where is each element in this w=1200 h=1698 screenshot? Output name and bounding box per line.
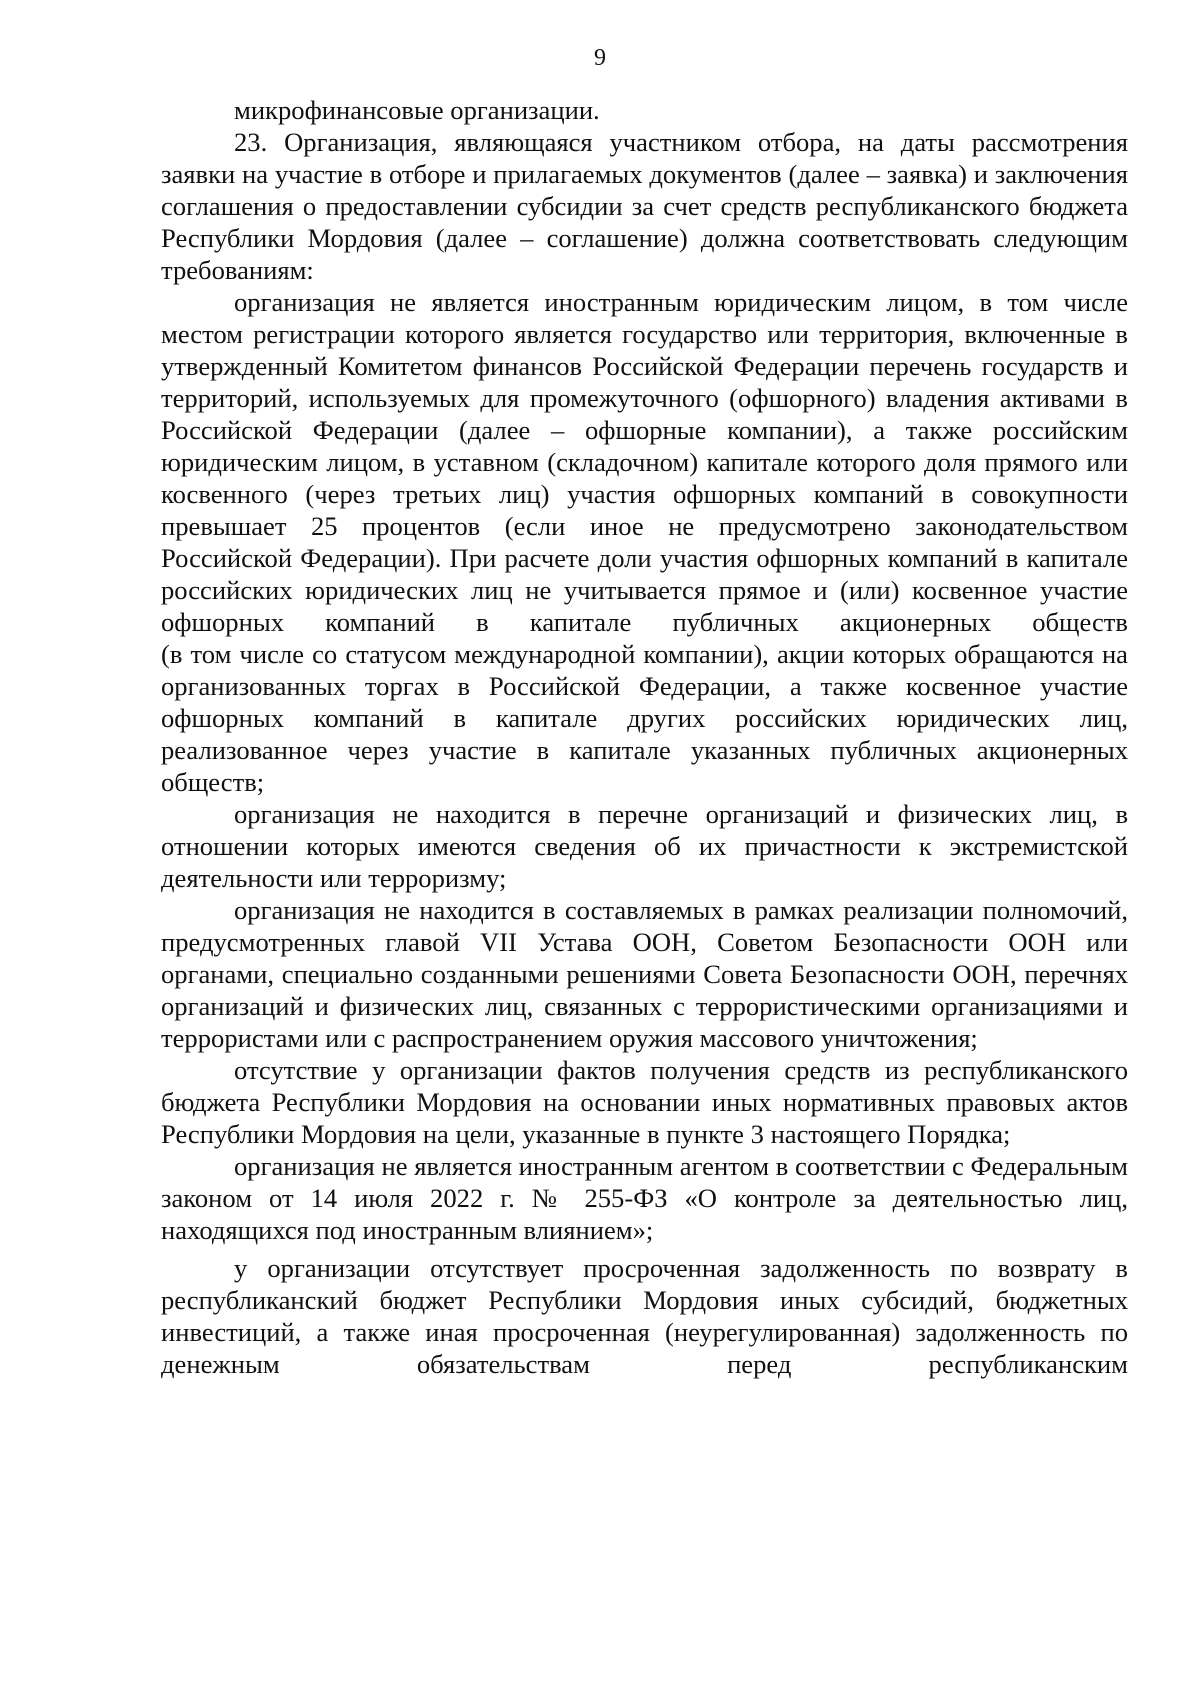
paragraph-4: (в том числе со статусом международной компании), акции которых обращаются на организованных торгах в Российской Федерации, а также косвенное участие офшорных компаний в капитале других российских юридических лиц, реализованное через участие в капитале указанных публичных акционерных обществ;: [161, 639, 1128, 797]
paragraph-1: микрофинансовые организации.: [234, 95, 600, 125]
paragraph-8: организация не является иностранным агентом в соответствии с Федеральным законом от 14 июля 2022 г. № 255-ФЗ «О контроле за деятельностью лиц, находящихся под иностранным влиянием»;: [161, 1151, 1128, 1245]
page-number: 9: [594, 45, 606, 71]
paragraph-9: у организации отсутствует просроченная задолженность по возврату в республиканский бюджет Республики Мордовия иных субсидий, бюджетных инвестиций, а также иная просроченная (неурегулированная) задолженность по денежным обязательствам перед республиканским: [161, 1253, 1128, 1379]
paragraph-2: 23. Организация, являющаяся участником отбора, на даты рассмотрения заявки на участие в отборе и прилагаемых документов (далее – заявка) и заключения соглашения о предоставлении субсидии за счет средств республиканского бюджета Республики Мордовия (далее – соглашение) должна соответствовать следующим требованиям:: [161, 127, 1128, 285]
document-body: [161, 94, 1128, 1380]
paragraph-7: отсутствие у организации фактов получения средств из республиканского бюджета Республики Мордовия на основании иных нормативных правовых актов Республики Мордовия на цели, указанные в пункте 3 настоящего Порядка;: [161, 1055, 1128, 1149]
paragraph-5: организация не находится в перечне организаций и физических лиц, в отношении которых имеются сведения об их причастности к экстремистской деятельности или терроризму;: [161, 799, 1128, 893]
paragraph-3: организация не является иностранным юридическим лицом, в том числе местом регистрации которого является государство или территория, включенные в утвержденный Комитетом финансов Российской Федерации перечень государств и территорий, используемых для промежуточного (офшорного) владения активами в Российской Федерации (далее – офшорные компании), а также российским юридическим лицом, в уставном (складочном) капитале которого доля прямого или косвенного (через третьих лиц) участия офшорных компаний в совокупности превышает 25 процентов (если иное не предусмотрено законодательством Российской Федерации). При расчете доли участия офшорных компаний в капитале российских юридических лиц не учитывается прямое и (или) косвенное участие офшорных компаний в капитале публичных акционерных обществ: [161, 287, 1128, 637]
paragraph-6: организация не находится в составляемых в рамках реализации полномочий, предусмотренных главой VII Устава ООН, Советом Безопасности ООН или органами, специально созданными решениями Совета Безопасности ООН, перечнях организаций и физических лиц, связанных с террористическими организациями и террористами или с распространением оружия массового уничтожения;: [161, 895, 1128, 1053]
